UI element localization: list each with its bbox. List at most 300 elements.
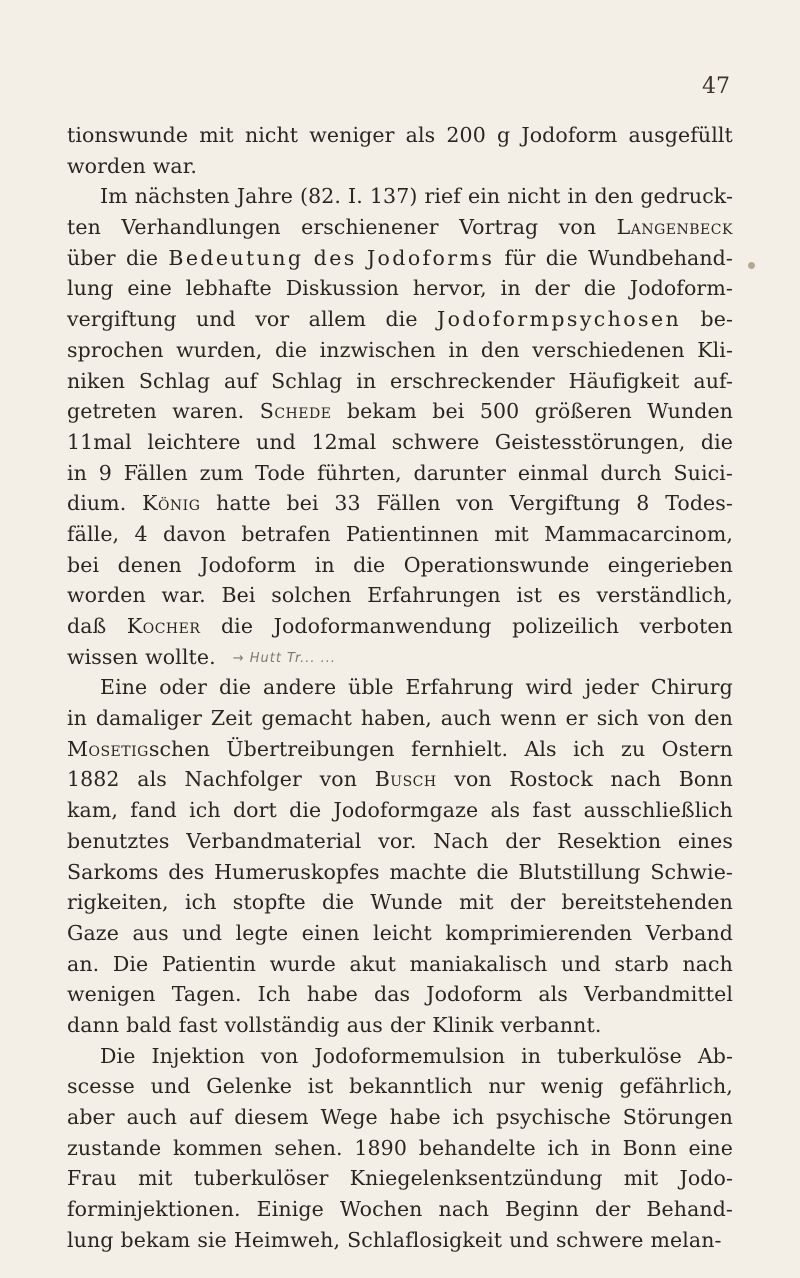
word: nicht	[244, 123, 299, 147]
word: Jodoform	[426, 982, 523, 1007]
word: erschienener	[301, 215, 439, 240]
word: wollte.	[145, 644, 216, 669]
word: als	[405, 123, 436, 147]
word: worden	[67, 583, 146, 608]
word: Behand-	[646, 1197, 733, 1222]
word: ich	[573, 736, 605, 761]
word: die	[289, 798, 322, 823]
word: Patientinnen	[346, 521, 479, 546]
word: Rostock	[509, 767, 593, 792]
word: Gaze	[67, 920, 119, 945]
word: sie	[197, 1227, 227, 1252]
word: Die	[112, 951, 149, 976]
text-line	[67, 335, 733, 366]
word: verboten	[639, 614, 733, 638]
text-line	[67, 826, 733, 857]
word: 500	[479, 399, 520, 424]
word: betrafen	[241, 521, 331, 546]
word: jeder	[584, 675, 639, 700]
text-line	[67, 273, 733, 304]
word: 137)	[369, 184, 418, 209]
word: Bonn	[678, 767, 733, 792]
word: er	[565, 706, 588, 731]
text-line	[67, 458, 733, 489]
text-line	[67, 243, 733, 274]
word: von	[647, 706, 686, 731]
text-line	[67, 1163, 733, 1194]
word: es	[557, 583, 581, 608]
word: Gelenke	[206, 1074, 292, 1099]
word: Im	[100, 184, 128, 209]
word: die	[353, 552, 386, 577]
text-line	[67, 181, 733, 212]
word: Wunde	[370, 890, 443, 915]
word: die	[385, 307, 418, 332]
word: wenig	[540, 1074, 604, 1099]
word: Nach	[433, 828, 489, 853]
word: sich	[596, 706, 639, 731]
word: Wunden	[647, 399, 733, 424]
word: bei	[67, 552, 100, 577]
word: psychische	[496, 1105, 611, 1129]
word: I.	[348, 184, 363, 209]
word: Eine	[100, 675, 148, 700]
text-line	[67, 1194, 733, 1225]
word: Jahre	[236, 184, 293, 209]
word: gedruck-	[640, 184, 733, 209]
word: gemacht	[261, 706, 352, 731]
word: darunter	[413, 460, 507, 485]
word: 11mal	[67, 429, 132, 454]
word: schwere	[391, 429, 480, 454]
word: Kniegelenksentzündung	[349, 1166, 603, 1191]
word: 8	[636, 491, 650, 516]
word: Schede	[259, 399, 332, 424]
word: zu	[621, 736, 646, 761]
text-line	[67, 1102, 733, 1133]
word: nur	[488, 1074, 525, 1099]
word: führten,	[317, 460, 402, 485]
word: auf-	[693, 368, 733, 393]
text-line	[67, 642, 733, 673]
word: Heimweh,	[233, 1227, 341, 1252]
word: auf	[223, 368, 258, 393]
word: durch	[600, 460, 662, 485]
word: Schlag	[138, 368, 211, 393]
word: die	[321, 890, 355, 915]
text-line	[67, 611, 733, 642]
word: Jodoformemulsion	[314, 1043, 506, 1068]
body-text	[67, 120, 733, 1255]
word: bereitstehenden	[561, 890, 733, 915]
word: die	[274, 337, 308, 362]
word: damaliger	[95, 706, 202, 731]
word: verständlich,	[596, 583, 733, 608]
text-line	[67, 519, 733, 550]
word: Chirurg	[650, 675, 733, 700]
word: Bonn	[622, 1135, 677, 1160]
word: ich	[452, 1105, 485, 1129]
word: worden	[67, 153, 146, 178]
word: hervor,	[412, 276, 487, 301]
word: legte	[235, 920, 289, 945]
word: als	[490, 798, 521, 823]
word: ich	[547, 1135, 580, 1160]
word: denen	[117, 552, 182, 577]
word: von	[319, 767, 358, 792]
word: fast	[178, 1012, 218, 1037]
word: und	[509, 1227, 549, 1252]
word: gefährlich,	[619, 1074, 733, 1099]
word: dann	[67, 1012, 120, 1037]
word: auch	[126, 1105, 178, 1129]
word: Wochen	[339, 1197, 423, 1222]
word: lung	[67, 1227, 114, 1252]
word: vor	[255, 307, 290, 332]
word: mit	[459, 890, 494, 915]
word: in	[314, 552, 335, 577]
word: bekam	[120, 1227, 191, 1252]
word: war.	[161, 583, 206, 608]
word: vor.	[378, 828, 417, 853]
word: allem	[308, 307, 367, 332]
word: Bei	[221, 583, 256, 608]
word: Fällen	[376, 491, 441, 516]
word: be-	[700, 307, 733, 332]
word: den	[480, 337, 520, 362]
word: haben,	[360, 706, 432, 731]
text-line	[67, 795, 733, 826]
word: Als	[524, 736, 557, 761]
word: Kocher	[126, 614, 201, 638]
word: einmal	[517, 460, 589, 485]
word: wenn	[500, 706, 557, 731]
word: Suici-	[673, 460, 733, 485]
handwritten-annotation: → Hutt Tr... ...	[232, 650, 337, 666]
word: leichtere	[147, 429, 241, 454]
word: in	[67, 460, 87, 485]
text-line	[67, 151, 733, 182]
text-line	[67, 1225, 733, 1256]
word: ist	[516, 583, 543, 608]
word: Schlaflosigkeit	[347, 1227, 503, 1252]
word: 9	[98, 460, 112, 485]
word: erschreckender	[390, 368, 555, 393]
word: als	[538, 982, 568, 1007]
word: komprimierenden	[445, 920, 633, 945]
word: zustande	[67, 1135, 162, 1160]
word: hatte	[216, 491, 271, 516]
word: verschiedenen	[532, 337, 685, 362]
word: Übertreibungen	[226, 736, 395, 761]
word: Operationswunde	[403, 552, 590, 577]
word: in	[521, 1043, 542, 1068]
text-line	[67, 212, 733, 243]
word: in	[356, 368, 377, 393]
word: aus	[132, 920, 169, 945]
text-line	[67, 396, 733, 427]
word: Verbandmittel	[584, 982, 733, 1007]
word: ausgefüllt	[628, 123, 733, 147]
word: fernhielt.	[411, 736, 509, 761]
word: machte	[389, 859, 467, 884]
text-line	[67, 304, 733, 335]
word: 12mal	[311, 429, 377, 454]
word: Störungen	[622, 1105, 733, 1129]
word: Verbandmaterial	[186, 828, 362, 853]
word: Mammacarcinom,	[544, 521, 733, 546]
word: wird	[525, 675, 573, 700]
word: vollständig	[224, 1012, 340, 1037]
word: lung	[67, 276, 114, 301]
word: sehen.	[274, 1135, 343, 1160]
text-line	[67, 672, 733, 703]
word: Jodoform	[200, 552, 297, 577]
word: den	[694, 706, 733, 731]
word: Todes-	[665, 491, 733, 516]
word: Beginn	[505, 1197, 579, 1222]
word: bei	[432, 399, 465, 424]
word: der	[505, 828, 541, 853]
word: einen	[301, 920, 360, 945]
text-line	[67, 120, 733, 151]
word: und	[256, 429, 296, 454]
word: ten	[67, 215, 101, 240]
word: Schlag	[271, 368, 343, 393]
word: waren.	[172, 399, 245, 424]
word: der	[594, 1197, 631, 1222]
word: Busch	[374, 767, 437, 792]
word: von	[558, 215, 597, 240]
word: benutztes	[67, 828, 170, 853]
word: lebhafte	[185, 276, 272, 301]
word: den	[594, 184, 634, 209]
word: tuberkulöse	[557, 1043, 682, 1068]
word: der	[509, 890, 546, 915]
word: ich	[189, 798, 221, 823]
word: Jodoformpsychosen	[436, 307, 682, 332]
text-line	[67, 550, 733, 581]
word: wenigen	[67, 982, 156, 1007]
text-line	[67, 918, 733, 949]
text-line	[67, 1041, 733, 1072]
word: eingerieben	[607, 552, 733, 577]
word: verbannt.	[500, 1012, 602, 1037]
word: der	[389, 1012, 426, 1037]
word: getreten	[67, 399, 157, 424]
text-line	[67, 488, 733, 519]
word: Sarkoms	[67, 859, 159, 884]
word: stopfte	[232, 890, 306, 915]
word: aus	[346, 1012, 383, 1037]
word: Diskussion	[285, 276, 399, 301]
word: habe	[389, 1105, 441, 1129]
word: Bedeutung	[168, 245, 304, 270]
word: Vortrag	[459, 215, 539, 240]
word: Vergiftung	[509, 491, 621, 516]
word: Fällen	[123, 460, 188, 485]
text-line	[67, 1133, 733, 1164]
word: mit	[199, 123, 234, 147]
word: kam,	[67, 798, 118, 823]
word: als	[137, 767, 167, 792]
word: wurden,	[176, 337, 263, 362]
word: ich	[184, 890, 217, 915]
word: die	[218, 675, 252, 700]
word: Ostern	[661, 736, 733, 761]
word: und	[195, 307, 236, 332]
word: Patientin	[161, 951, 256, 976]
word: scesse	[67, 1074, 135, 1099]
word: melan-	[650, 1227, 722, 1252]
word: Ich	[257, 982, 291, 1007]
word: und	[561, 951, 601, 976]
word: in	[590, 1135, 611, 1160]
word: diesem	[234, 1105, 309, 1129]
word: auch	[440, 706, 492, 731]
word: des	[313, 245, 357, 270]
word: bei	[286, 491, 319, 516]
word: Klinik	[432, 1012, 494, 1037]
word: kommen	[173, 1135, 263, 1160]
word: weniger	[309, 123, 395, 147]
word: von	[456, 491, 494, 516]
text-line	[67, 703, 733, 734]
word: die	[700, 429, 733, 454]
word: behandelte	[418, 1135, 536, 1160]
word: tionswunde	[67, 123, 189, 147]
word: 200	[446, 123, 486, 147]
word: auf	[188, 1105, 223, 1129]
text-line	[67, 366, 733, 397]
word: für	[504, 245, 536, 270]
word: das	[374, 982, 411, 1007]
word: Jodoform-	[629, 276, 733, 301]
word: Kli-	[697, 337, 733, 362]
word: und	[150, 1074, 191, 1099]
word: bekanntlich	[349, 1074, 473, 1099]
word: Tode	[255, 460, 306, 485]
word: von	[260, 1043, 299, 1068]
word: in	[500, 276, 521, 301]
word: Tagen.	[171, 982, 242, 1007]
word: die	[545, 245, 578, 270]
word: Geistesstörungen,	[494, 429, 686, 454]
word: nach	[682, 951, 733, 976]
word: fast	[532, 798, 572, 823]
text-line	[67, 1071, 733, 1102]
word: Einige	[256, 1197, 324, 1222]
word: 33	[334, 491, 361, 516]
word: davon	[163, 521, 227, 546]
word: vergiftung	[67, 307, 177, 332]
word: Zeit	[210, 706, 253, 731]
word: nicht	[507, 184, 561, 209]
word: Verhandlungen	[121, 215, 281, 240]
word: Injektion	[151, 1043, 245, 1068]
word: die	[220, 614, 254, 638]
word: rief	[424, 184, 461, 209]
word: Humeruskopfes	[214, 859, 380, 884]
word: des	[168, 859, 205, 884]
word: leicht	[373, 920, 432, 945]
word: eine	[127, 276, 172, 301]
word: in	[567, 184, 588, 209]
word: Häufigkeit	[568, 368, 680, 393]
word: war.	[152, 153, 197, 178]
word: Jodoformanwendung	[273, 614, 492, 638]
word: Die	[100, 1043, 136, 1068]
word: wurde	[269, 951, 336, 976]
word: Jodoform	[521, 123, 618, 147]
word: Jodoforms	[366, 245, 495, 270]
margin-dot	[748, 262, 755, 269]
word: starb	[614, 951, 669, 976]
word: der	[534, 276, 570, 301]
word: üble	[348, 675, 394, 700]
word: oder	[159, 675, 207, 700]
word: bald	[126, 1012, 172, 1037]
word: von	[454, 767, 492, 792]
word: tuberkulöser	[193, 1166, 329, 1191]
word: Wege	[320, 1105, 378, 1129]
word: 1890	[354, 1135, 407, 1160]
word: König	[142, 491, 201, 516]
word: dort	[232, 798, 277, 823]
text-line	[67, 887, 733, 918]
page-number: 47	[702, 74, 730, 99]
text-line	[67, 979, 733, 1010]
word: Erfahrungen	[367, 583, 501, 608]
word: wissen	[67, 644, 139, 669]
word: Blutstillung	[518, 859, 641, 884]
word: nach	[438, 1197, 490, 1222]
word: Verband	[645, 920, 733, 945]
word: sprochen	[67, 337, 164, 362]
text-line	[67, 427, 733, 458]
word: nächsten	[134, 184, 230, 209]
word: andere	[263, 675, 337, 700]
word: mit	[623, 1166, 659, 1191]
word: ein	[468, 184, 501, 209]
word: die	[476, 859, 509, 884]
word: ausschließlich	[583, 798, 733, 823]
word: maniakalisch	[409, 951, 548, 976]
word: 1882	[67, 767, 120, 792]
word: rigkeiten,	[67, 890, 169, 915]
word: mit	[138, 1166, 173, 1191]
word: solchen	[271, 583, 352, 608]
word: eines	[677, 828, 733, 853]
text-line	[67, 580, 733, 611]
word: aber	[67, 1105, 115, 1129]
word: Mosetigschen	[67, 736, 210, 761]
word: schwere	[555, 1227, 644, 1252]
word: die	[583, 276, 616, 301]
word: daß	[67, 614, 107, 638]
word: fand	[130, 798, 177, 823]
word: in	[67, 706, 87, 731]
word: Ab-	[697, 1043, 733, 1068]
word: Jodo-	[679, 1166, 733, 1191]
word: niken	[67, 368, 126, 393]
word: ist	[307, 1074, 334, 1099]
word: und	[182, 920, 223, 945]
text-line	[67, 734, 733, 765]
word: dium.	[67, 491, 127, 516]
word: polizeilich	[512, 614, 620, 638]
text-line	[67, 1010, 733, 1041]
